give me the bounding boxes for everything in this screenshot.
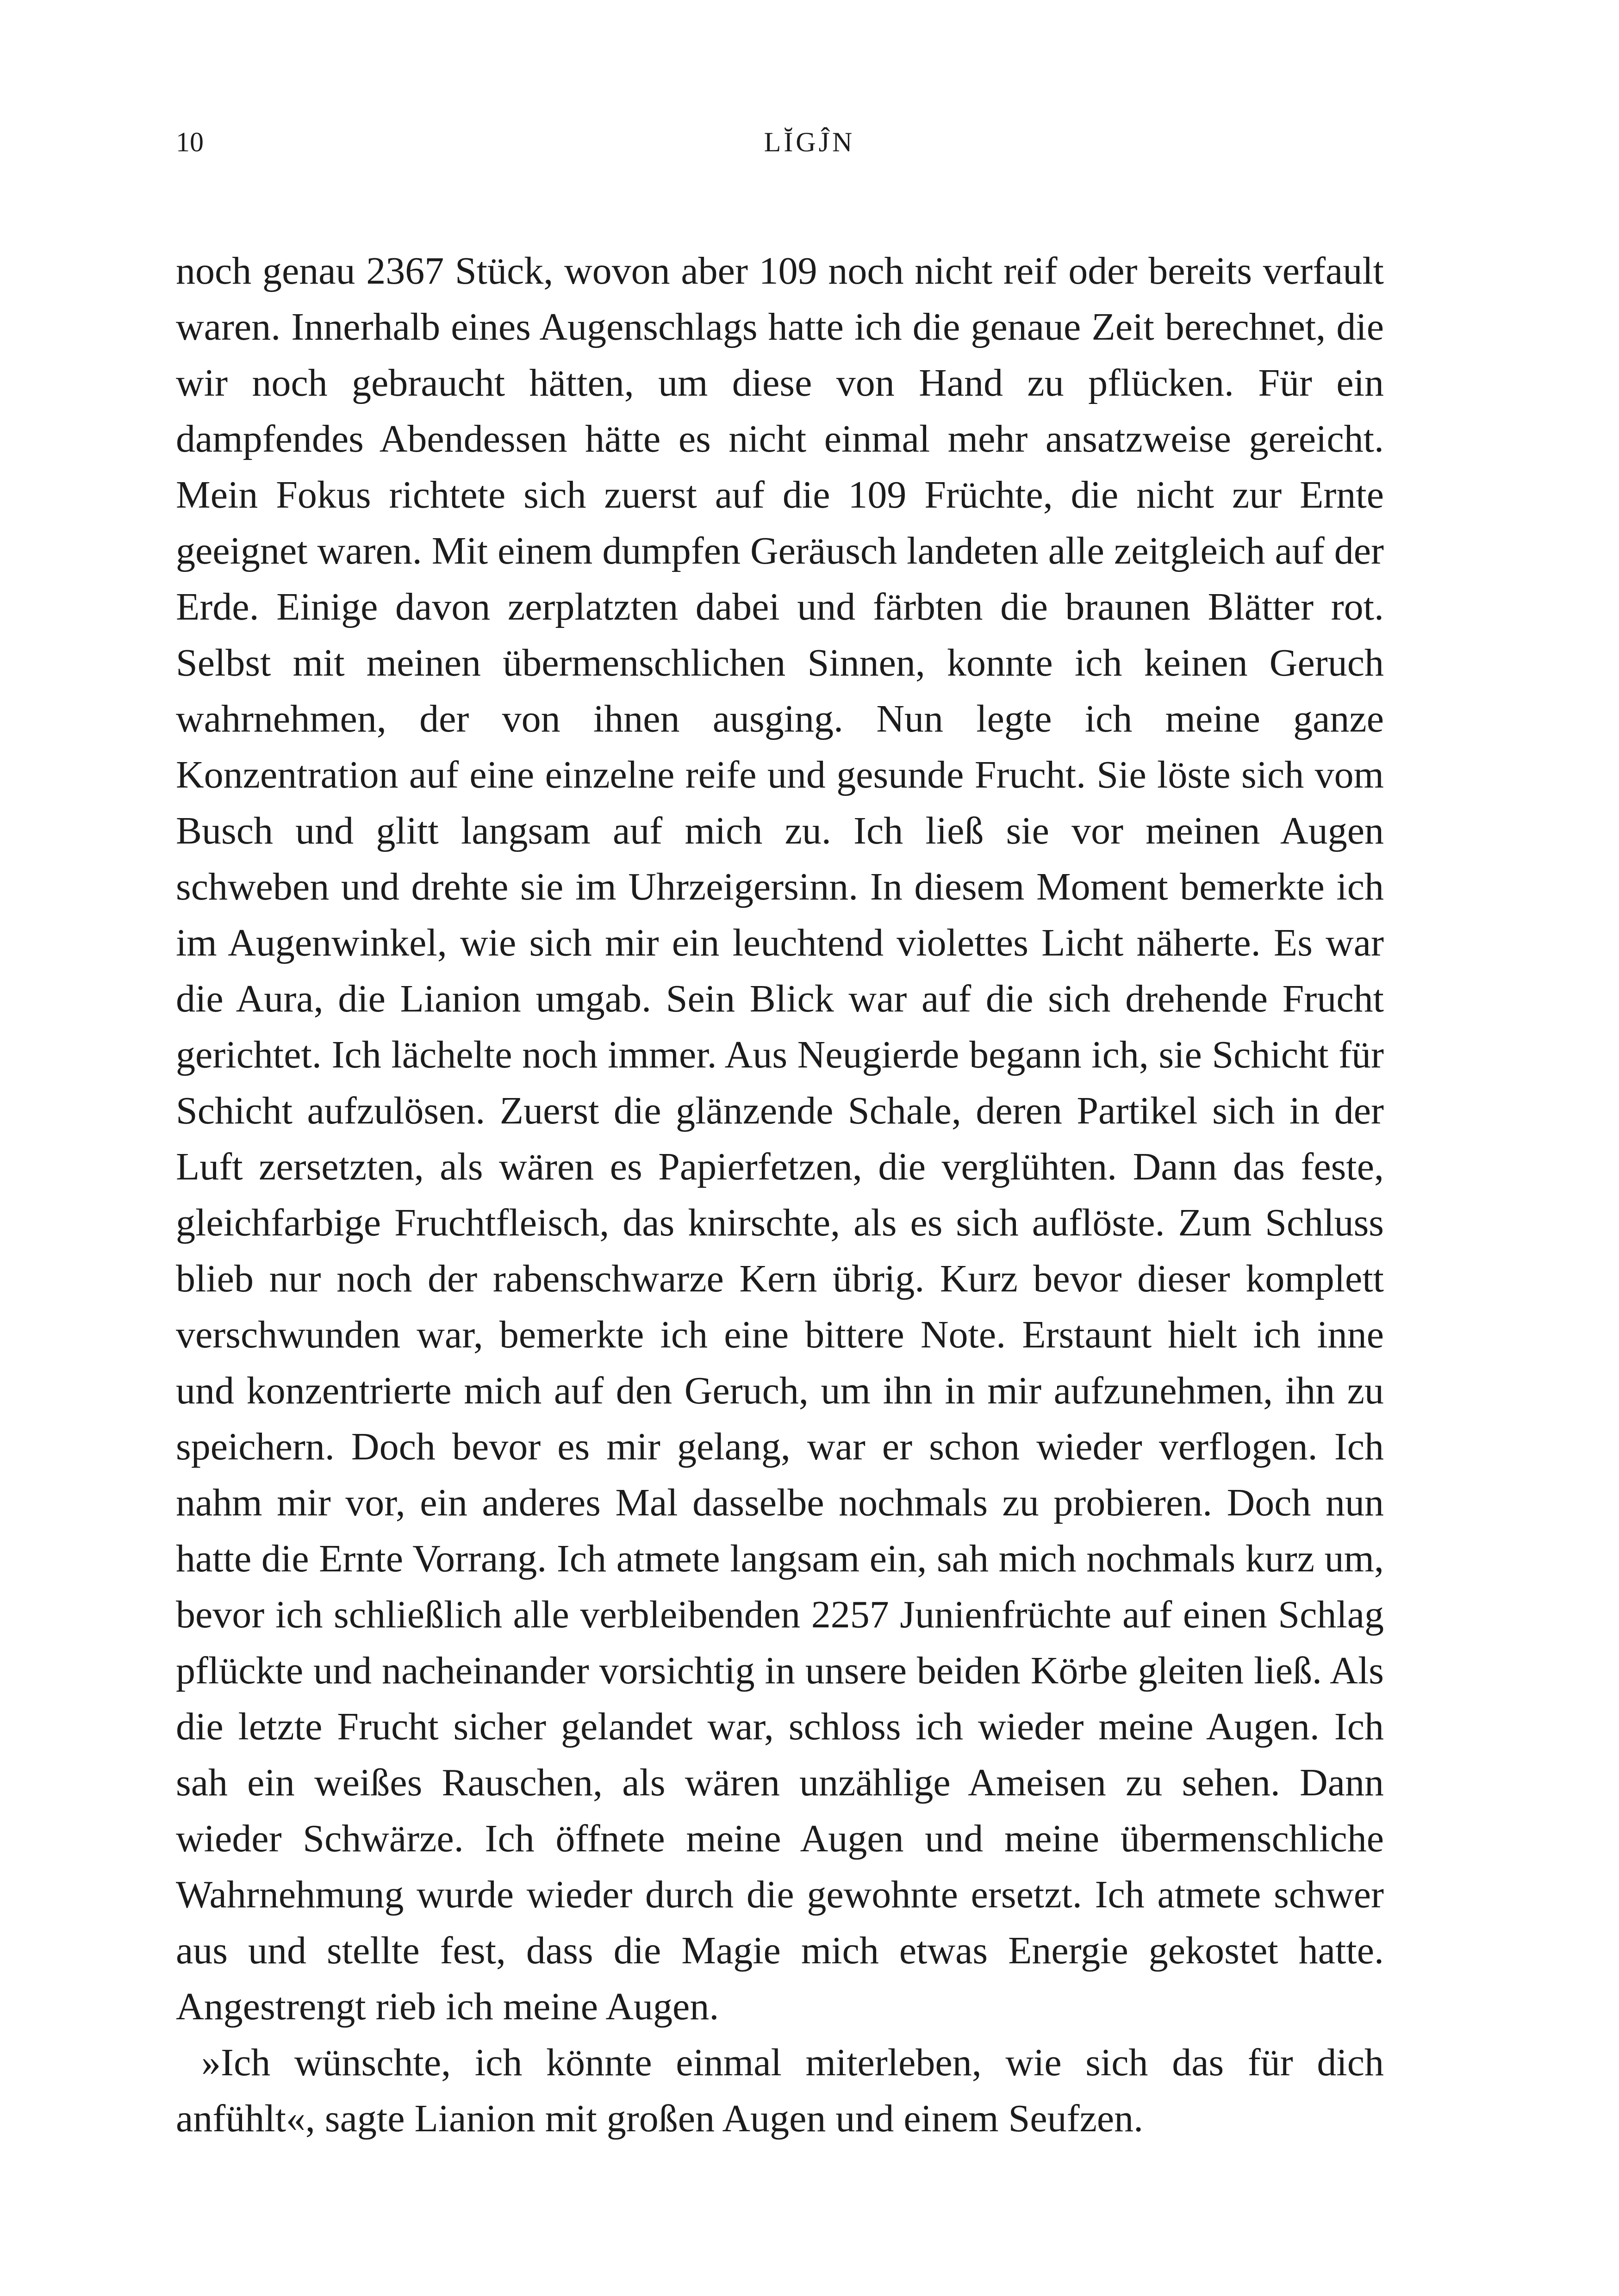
body-text xyxy=(176,243,1384,2147)
page-number: 10 xyxy=(176,127,204,157)
paragraph: noch genau 2367 Stück, wovon aber 109 noch nicht reif oder bereits verfault waren. Innerhalb eines Augenschlags hatte ich die genaue Zeit berechnet, die wir noch gebraucht hätten, um diese von Hand zu pflücken. Für ein dampfendes Abendessen hätte es nicht einmal mehr ansatzweise gereicht. Mein Fokus richtete sich zuerst auf die 109 Früchte, die nicht zur Ernte geeignet waren. Mit einem dumpfen Geräusch landeten alle zeitgleich auf der Erde. Einige davon zerplatzten dabei und färbten die braunen Blätter rot. Selbst mit meinen übermenschlichen Sinnen, konnte ich keinen Geruch wahrnehmen, der von ihnen ausging. Nun legte ich meine ganze Konzentration auf eine einzelne reife und gesunde Frucht. Sie löste sich vom Busch und glitt langsam auf mich zu. Ich ließ sie vor meinen Augen schweben und drehte sie im Uhrzeigersinn. In diesem Moment bemerkte ich im Augenwinkel, wie sich mir ein leuchtend violettes Licht näherte. Es war die Aura, die Lianion umgab. Sein Blick war auf die sich drehende Frucht gerichtet. Ich lächelte noch immer. Aus Neugierde begann ich, sie Schicht für Schicht aufzulösen. Zuerst die glänzende Schale, deren Partikel sich in der Luft zersetzten, als wären es Papierfetzen, die verglühten. Dann das feste, gleichfarbige Fruchtfleisch, das knirschte, als es sich auflöste. Zum Schluss blieb nur noch der rabenschwarze Kern übrig. Kurz bevor dieser komplett verschwunden war, bemerkte ich eine bittere Note. Erstaunt hielt ich inne und konzentrierte mich auf den Geruch, um ihn in mir aufzunehmen, ihn zu speichern. Doch bevor es mir gelang, war er schon wieder verflogen. Ich nahm mir vor, ein anderes Mal dasselbe nochmals zu probieren. Doch nun hatte die Ernte Vorrang. Ich atmete langsam ein, sah mich nochmals kurz um, bevor ich schließlich alle verbleibenden 2257 Junienfrüchte auf einen Schlag pflückte und nacheinander vorsichtig in unsere beiden Körbe gleiten ließ. Als die letzte Frucht sicher gelandet war, schloss ich wieder meine Augen. Ich sah ein weißes Rauschen, als wären unzählige Ameisen zu sehen. Dann wieder Schwärze. Ich öffnete meine Augen und meine übermenschliche Wahrnehmung wurde wieder durch die gewohnte ersetzt. Ich atmete schwer aus und stellte fest, dass die Magie mich etwas Energie gekostet hatte. Angestrengt rieb ich meine Augen. xyxy=(176,249,1384,2028)
running-title: LĬGĴN xyxy=(764,127,855,157)
running-head xyxy=(0,121,1619,163)
paragraph: »Ich wünschte, ich könnte einmal miterleben, wie sich das für dich anfühlt«, sagte Lianion mit großen Augen und einem Seufzen. xyxy=(176,2041,1384,2140)
